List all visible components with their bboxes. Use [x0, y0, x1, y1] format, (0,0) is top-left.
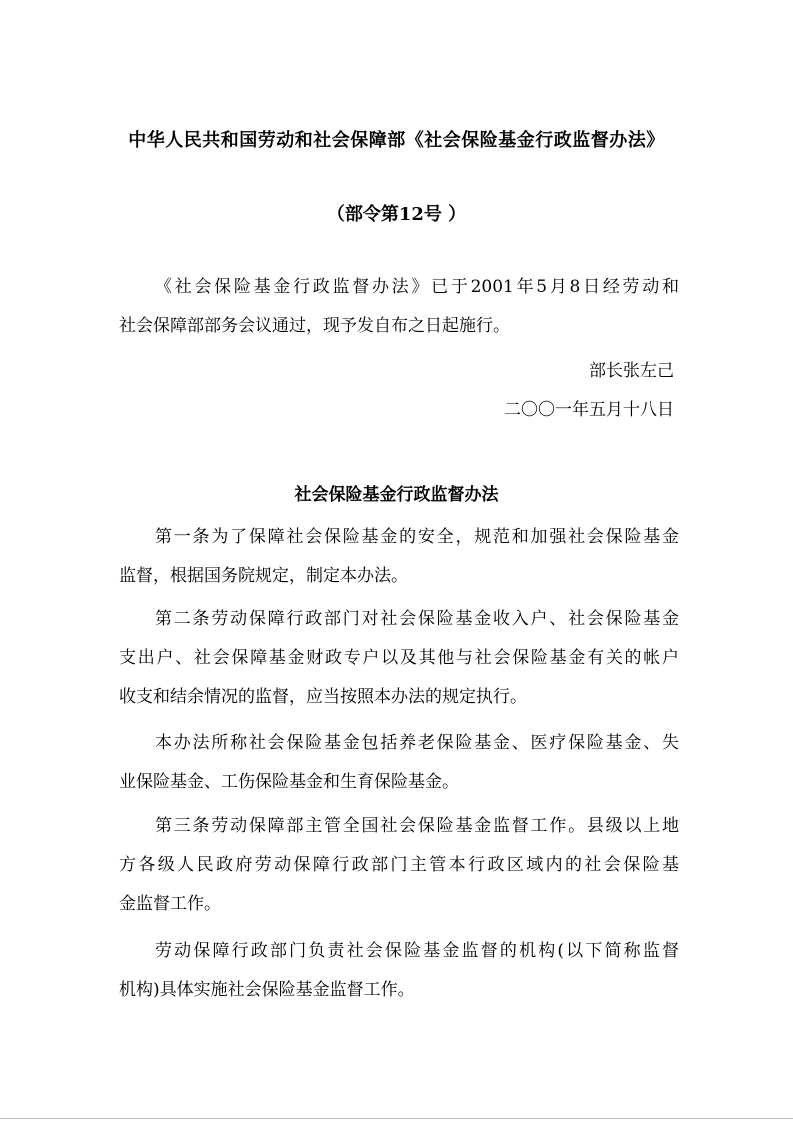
article-line: 监督，根据国务院规定，制定本办法。	[119, 566, 408, 586]
article-line: 支出户、社会保障基金财政专户以及其他与社会保险基金有关的帐户	[119, 648, 679, 668]
regulation-title: 社会保险基金行政监督办法	[294, 485, 499, 505]
article-line: 劳动保障行政部门负责社会保险基金监督的机构(以下简称监督	[155, 941, 679, 961]
article-line: 收支和结余情况的监督，应当按照本办法的规定执行。	[119, 687, 527, 707]
decree-number: （部令第12号 ）	[326, 204, 467, 225]
signer: 部长张左己	[589, 361, 674, 381]
preamble-line: 社会保障部部务会议通过，现予发自布之日起施行。	[119, 316, 510, 336]
document-title: 中华人民共和国劳动和社会保障部《社会保险基金行政监督办法》	[128, 130, 665, 151]
preamble-line: 《社会保险基金行政监督办法》已于2001年5月8日经劳动和	[155, 277, 679, 297]
article-line: 方各级人民政府劳动保障行政部门主管本行政区域内的社会保险基	[119, 855, 679, 875]
article-1	[119, 518, 679, 596]
article-line: 第三条劳动保障部主管全国社会保险基金监督工作。县级以上地	[155, 816, 679, 836]
article-line: 第一条为了保障社会保险基金的安全，规范和加强社会保险基金	[155, 527, 679, 547]
page-bottom-divider	[0, 1118, 793, 1119]
article-line: 本办法所称社会保险基金包括养老保险基金、医疗保险基金、失	[155, 733, 679, 753]
article-line: 机构)具体实施社会保险基金监督工作。	[119, 980, 415, 1000]
article-2-scope	[119, 724, 679, 802]
preamble-paragraph	[119, 268, 679, 346]
article-3-agency	[119, 932, 679, 1010]
signing-date: 二〇〇一年五月十八日	[504, 400, 674, 420]
article-line: 金监督工作。	[119, 894, 221, 914]
article-3	[119, 807, 679, 924]
article-line: 第二条劳动保障行政部门对社会保险基金收入户、社会保险基金	[155, 609, 679, 629]
article-2	[119, 600, 679, 717]
article-line: 业保险基金、工伤保险基金和生育保险基金。	[119, 772, 459, 792]
